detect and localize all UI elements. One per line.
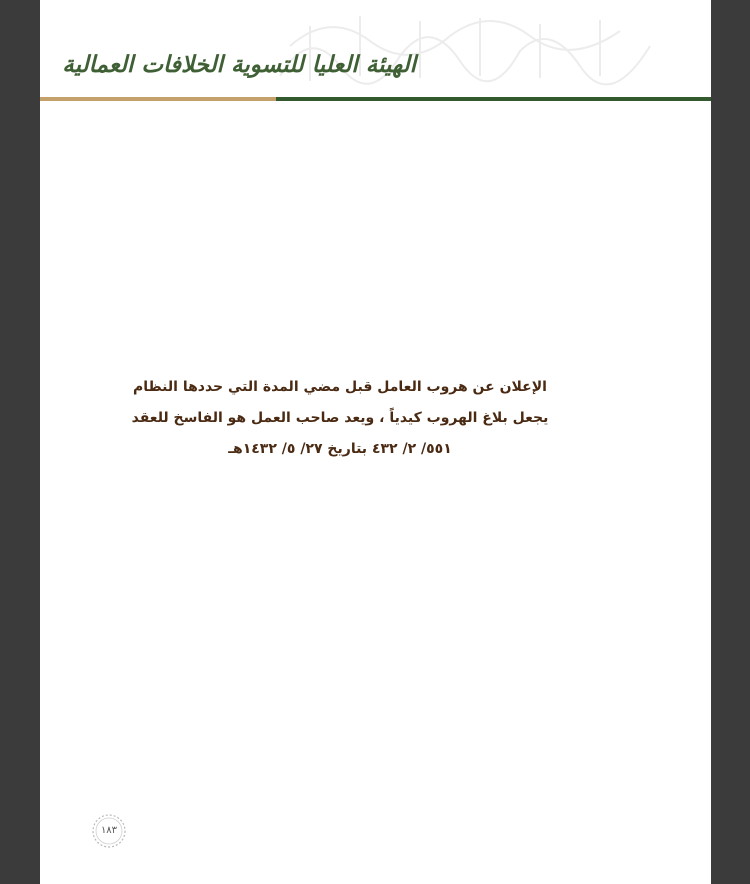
- left-dark-border: [0, 0, 40, 884]
- page-number-badge: [90, 812, 128, 850]
- statement-line: الإعلان عن هروب العامل قبل مضي المدة التي حددها النظام: [133, 379, 547, 395]
- header-rule-green: [276, 97, 711, 101]
- statement-line: يجعل بلاغ الهروب كيدياً ، ويعد صاحب العمل هو الفاسخ للعقد: [131, 410, 549, 426]
- organization-title: الهيئة العليا للتسوية الخلافات العمالية: [62, 51, 416, 78]
- header-rule-gold: [40, 97, 276, 101]
- statement-line: ٥٥١/ ٢/ ٤٣٢ بتاريخ ٢٧/ ٥/ ١٤٣٢هـ: [228, 441, 452, 457]
- page-number: ١٨٣: [100, 825, 118, 836]
- ruling-statement: [100, 372, 580, 465]
- document-page: [40, 0, 711, 884]
- right-dark-border: [711, 0, 750, 884]
